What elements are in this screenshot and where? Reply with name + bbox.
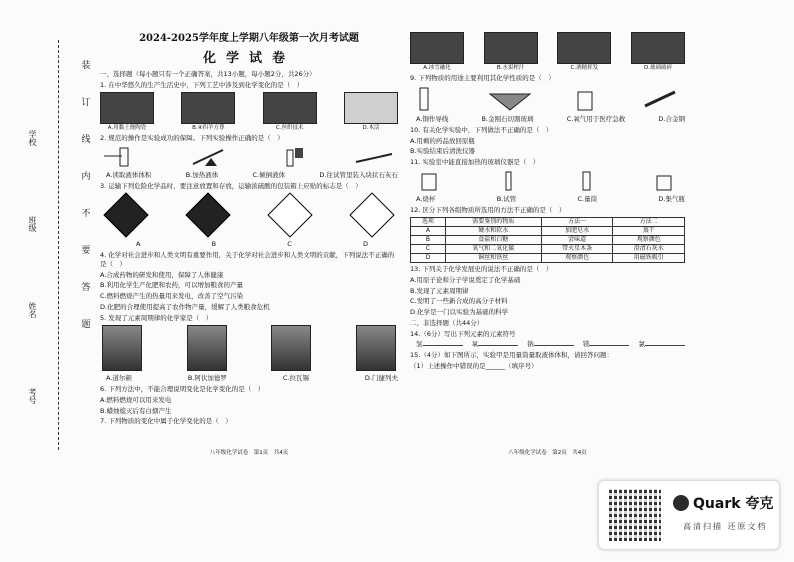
q11-diagrams (410, 170, 685, 192)
option: C.倾倒液体 (252, 170, 286, 179)
diamond-icon (485, 86, 535, 112)
table-cell: 加肥皂水 (541, 226, 613, 235)
page-right (410, 30, 685, 455)
q2-diagrams (100, 146, 398, 168)
table-row (411, 244, 685, 253)
q3-labels (106, 240, 398, 249)
binding-label: 内 (79, 171, 90, 180)
q5-options (106, 374, 398, 383)
option: C.燃料燃烧产生的热量用来发电，改善了空气污染 (100, 292, 244, 301)
question-6: 6. 下列方法中，不能合理说明变化是化学变化的是（ ） (100, 385, 265, 394)
option: A.合成药物的研发和使用，保障了人体健康 (100, 270, 224, 279)
portrait-image (102, 325, 142, 371)
table-cell: 澄清石灰水 (613, 244, 685, 253)
table-header (411, 217, 685, 226)
question-15-sub: （1）上述操作中错误的是______（填序号） (410, 361, 538, 370)
question-3: 3. 运输下列危险化学品时，要注意放置和存放，运输浓硫酸的包装箱上应贴的标志是（ ） (100, 181, 362, 190)
table-row (411, 226, 685, 235)
brand-logo (673, 493, 773, 513)
caption: D.玻璃破碎 (643, 65, 672, 71)
silk-image (263, 92, 317, 124)
oxygen-bottle-icon (560, 86, 610, 112)
option: C.拉瓦锡 (282, 374, 309, 383)
q9-options (416, 115, 685, 124)
option: B.金刚石切割玻璃 (481, 115, 534, 124)
q11-options (416, 195, 685, 204)
table-header-cell: 方法二 (613, 217, 685, 226)
option: B.加热液体 (185, 170, 219, 179)
caption: B.④四羊方尊 (192, 124, 225, 131)
bronze-image (181, 92, 235, 124)
option: A.道尔顿 (106, 374, 132, 383)
option: C.量筒 (577, 195, 598, 204)
table-row (411, 253, 685, 262)
option: D (362, 240, 368, 249)
hazard-diamond-icon (185, 193, 230, 238)
caption: A.用黏土烧陶瓷 (107, 124, 147, 131)
alcohol-image (557, 32, 611, 64)
option: A.读取液体体积 (106, 170, 152, 179)
printing-image (344, 92, 398, 124)
option: B.阿伏加德罗 (187, 374, 227, 383)
portrait-image (187, 325, 227, 371)
option: C (287, 240, 292, 249)
caption: B.水果榨汁 (496, 65, 525, 71)
student-field: 考号 (28, 388, 37, 404)
option: A.用剩的药品放回原瓶 (410, 136, 475, 145)
option: A (136, 240, 141, 249)
pottery-image (100, 92, 154, 124)
table-header-cell: 需要鉴别的物质 (445, 217, 541, 226)
binding-label: 线 (79, 134, 90, 143)
element-item: 钠 (527, 340, 574, 349)
quark-watermark[interactable] (598, 480, 780, 550)
toxic-diamond-icon (267, 193, 312, 238)
student-field: 班级 (28, 216, 37, 232)
table-cell: 硬水和软水 (445, 226, 541, 235)
option: B.蜡烛熄灭后有白烟产生 (100, 406, 172, 415)
table-cell: B (411, 235, 446, 244)
q12-table (410, 217, 685, 263)
option: B.发现了元素周期律 (410, 286, 469, 295)
option: D.化学是一门以实验为基础的科学 (410, 308, 509, 317)
table-cell: 观察颜色 (541, 253, 613, 262)
question-4: 4. 化学对社会进步和人类文明有重要作用，关于化学对社会进步和人类文明的贡献，下列说法不正确的是（ ） (100, 251, 395, 268)
option: B (211, 240, 217, 249)
caption: D.木活 (362, 124, 380, 131)
table-cell: 铜丝和铁丝 (445, 253, 541, 262)
element-item: 镁 (583, 340, 630, 349)
ice-image (410, 32, 464, 64)
exam-title: 2024-2025学年度上学期八年级第一次月考试题 (139, 33, 359, 44)
q9-diagrams (410, 86, 685, 112)
table-cell: D (411, 253, 446, 262)
question-2: 2. 规范的操作是实验成功的保障。下列实验操作正确的是（ ） (100, 134, 284, 142)
table-cell: 尝味道 (541, 235, 613, 244)
gas-jar-icon (645, 170, 685, 192)
question-5: 5. 发现了元素周期律的化学家是（ ） (100, 313, 213, 322)
q1-images (100, 92, 398, 132)
binding-label: 不 (79, 208, 90, 217)
option: B.试管 (496, 195, 517, 204)
option: C.氧气用于医疗急救 (566, 115, 626, 124)
question-9: 9. 下列物质的用途主要利用其化学性质的是（ ） (410, 74, 555, 83)
student-info-fields (18, 130, 38, 404)
page-left (100, 30, 398, 455)
option: D.门捷列夫 (364, 374, 398, 383)
student-field: 姓名 (28, 302, 37, 318)
pouring-icon (265, 146, 315, 168)
caption: A.冰雪融化 (423, 65, 451, 71)
option: D.化肥的合理使用提高了农作物产量，缓解了人类粮食危机 (100, 302, 270, 311)
option: B.实验结束后清洗仪器 (410, 147, 476, 156)
table-header-cell: 选项 (411, 217, 446, 226)
steel-icon (635, 86, 685, 112)
table-row (411, 235, 685, 244)
option: B.利用化学生产化肥和农药，可以增加粮食的产量 (100, 281, 244, 290)
page-footer: 八年级化学试卷 第1页 共4页 (209, 449, 289, 456)
portrait-image (356, 325, 396, 371)
option: A.用原子论和分子学说奠定了化学基础 (410, 275, 521, 284)
q8-images (410, 32, 685, 72)
glass-image (631, 32, 685, 64)
corrosive-diamond-icon (349, 193, 394, 238)
binding-label: 题 (79, 319, 90, 328)
binding-label: 答 (79, 282, 90, 291)
brand-slogan: 高清扫描 还原文档 (683, 522, 768, 531)
option: D.合金钢 (658, 115, 685, 124)
binding-label: 要 (79, 245, 90, 254)
q14-items (416, 340, 685, 349)
beaker-icon (410, 170, 450, 192)
question-1: 1. 在中华悠久的生产生活史中，下列工艺中涉及到化学变化的是（ ） (100, 80, 304, 89)
option: A.燃料燃烧可以用来发电 (100, 395, 172, 404)
element-item: 氧 (472, 340, 519, 349)
table-header-cell: 方法一 (541, 217, 613, 226)
option: C.发明了一些新合成的高分子材料 (410, 297, 508, 306)
binding-label: 订 (79, 97, 90, 106)
question-14: 14.（6分）写出下列元素的元素符号 (410, 329, 516, 338)
binding-line (58, 40, 59, 450)
qr-code-icon[interactable] (609, 489, 661, 541)
option: D.集气瓶 (658, 195, 685, 204)
graduated-cylinder-icon (567, 170, 607, 192)
burner-icon (183, 146, 233, 168)
scientist-portraits (102, 325, 396, 371)
table-cell: 食盐和白糖 (445, 235, 541, 244)
question-12: 12. 区分下列各组物质所选用的方法不正确的是（ ） (410, 205, 566, 214)
caption: C.丝织技术 (275, 124, 304, 131)
hazard-signs (104, 193, 394, 237)
tube-icon (488, 170, 528, 192)
q2-options (106, 171, 398, 180)
brand-name: Quark 夸克 (693, 496, 774, 512)
section-heading: 二、非选择题（共44分） (410, 318, 484, 327)
wire-icon (410, 86, 460, 112)
question-15: 15.（4分）如下图所示，实验甲是用量筒量取液体体积，请回答问题： (410, 351, 613, 360)
option: A.铜作导线 (416, 115, 449, 124)
table-cell: A (411, 226, 446, 235)
binding-label: 装 (79, 60, 90, 69)
hazard-diamond-icon (103, 193, 148, 238)
table-cell: 氧气和二氧化碳 (445, 244, 541, 253)
question-7: 7. 下列物质的变化中属于化学变化的是（ ） (100, 417, 232, 426)
table-cell: 用磁铁吸引 (613, 253, 685, 262)
option: D.往试管里装入块状石灰石 (319, 170, 398, 179)
test-tube-icon (348, 146, 398, 168)
student-field: 学校 (28, 130, 37, 146)
option: A.烧杯 (416, 195, 436, 204)
element-item: 氯 (639, 340, 686, 349)
table-cell: C (411, 244, 446, 253)
page-footer: 八年级化学试卷 第2页 共4页 (508, 449, 587, 456)
table-cell: 蒸干 (613, 226, 685, 235)
table-cell: 观察颜色 (613, 235, 685, 244)
section-heading: 一、选择题（每小题只有一个正确答案，共13小题，每小题2分，共26分） (100, 70, 316, 79)
question-13: 13. 下列关于化学发展史的说法不正确的是（ ） (410, 265, 553, 274)
quark-logo-icon (673, 495, 689, 511)
portrait-image (271, 325, 311, 371)
table-cell: 带火星木条 (541, 244, 613, 253)
question-10: 10. 有关化学实验中，下列做法不正确的是（ ） (410, 125, 553, 134)
element-item: 氢 (416, 340, 463, 349)
fruit-image (484, 32, 538, 64)
caption: C.酒精挥发 (570, 65, 599, 71)
cylinder-icon (100, 146, 150, 168)
question-11: 11. 实验室中能直接加热的玻璃仪器是（ ） (410, 158, 540, 167)
exam-subject: 化学试卷 (202, 50, 295, 66)
binding-labels (78, 60, 92, 328)
